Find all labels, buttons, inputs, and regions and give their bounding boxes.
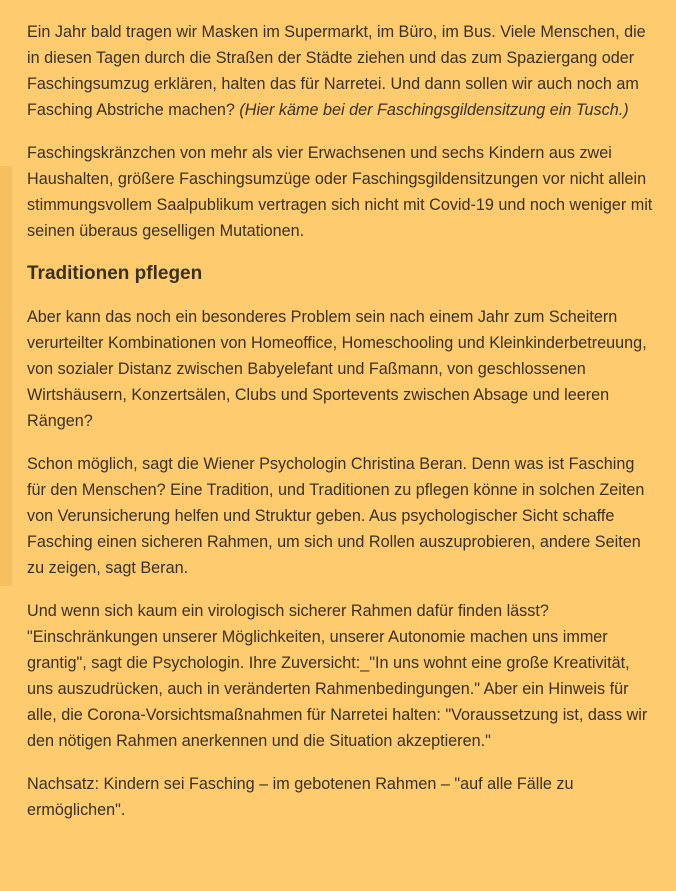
section-heading: Traditionen pflegen: [27, 263, 203, 284]
paragraph-4: Schon möglich, sagt die Wiener Psychologin Christina Beran. Denn was ist Fasching für den Menschen? Eine Tradition, und Traditionen zu pflegen könne in solchen Zeiten von Verunsicherung helfen und Struktur geben. Aus psychologischer Sicht schaffe Fasching einen sicheren Rahmen, um sich und Rollen auszuprobieren, andere Seiten zu zeigen, sagt Beran.: [27, 455, 645, 577]
left-accent-bar: [0, 166, 12, 586]
paragraph-1: [27, 19, 657, 123]
paragraph-1-text: Ein Jahr bald tragen wir Masken im Supermarkt, im Büro, im Bus. Viele Menschen, die in diesen Tagen durch die Straßen der Städte ziehen und das zum Spaziergang oder Faschingsumzug erklären, halten das für Narretei. Und dann sollen wir auch noch am Fasching Abstriche machen?: [27, 23, 646, 119]
article-body: [27, 19, 657, 840]
paragraph-5: Und wenn sich kaum ein virologisch sicherer Rahmen dafür finden lässt? "Einschränkungen unserer Möglichkeiten, unserer Autonomie machen uns immer grantig", sagt die Psychologin. Ihre Zuversicht:_"In uns wohnt eine große Kreativität, uns auszudrücken, auch in veränderten Rahmenbedingungen." Aber ein Hinweis für alle, die Corona-Vorsichtsmaßnahmen für Narretei halten: "Voraussetzung ist, dass wir den nötigen Rahmen anerkennen und die Situation akzeptieren.": [27, 602, 648, 750]
paragraph-6: Nachsatz: Kindern sei Fasching – im gebotenen Rahmen – "auf alle Fälle zu ermöglichen".: [27, 775, 574, 819]
paragraph-1-italic: (Hier käme bei der Faschingsgildensitzung ein Tusch.): [239, 101, 629, 119]
paragraph-2: Faschingskränzchen von mehr als vier Erwachsenen und sechs Kindern aus zwei Haushalten, größere Faschingsumzüge oder Faschingsgildensitzungen vor nicht allein stimmungsvollem Saalpublikum vertragen sich nicht mit Covid-19 und noch weniger mit seinen überaus geselligen Mutationen.: [27, 144, 653, 240]
paragraph-3: Aber kann das noch ein besonderes Problem sein nach einem Jahr zum Scheitern verurteilter Kombinationen von Homeoffice, Homeschooling und Kleinkinderbetreuung, von sozialer Distanz zwischen Babyelefant und Faßmann, von geschlossenen Wirtshäusern, Konzertsälen, Clubs und Sportevents zwischen Absage und leeren Rängen?: [27, 308, 647, 430]
